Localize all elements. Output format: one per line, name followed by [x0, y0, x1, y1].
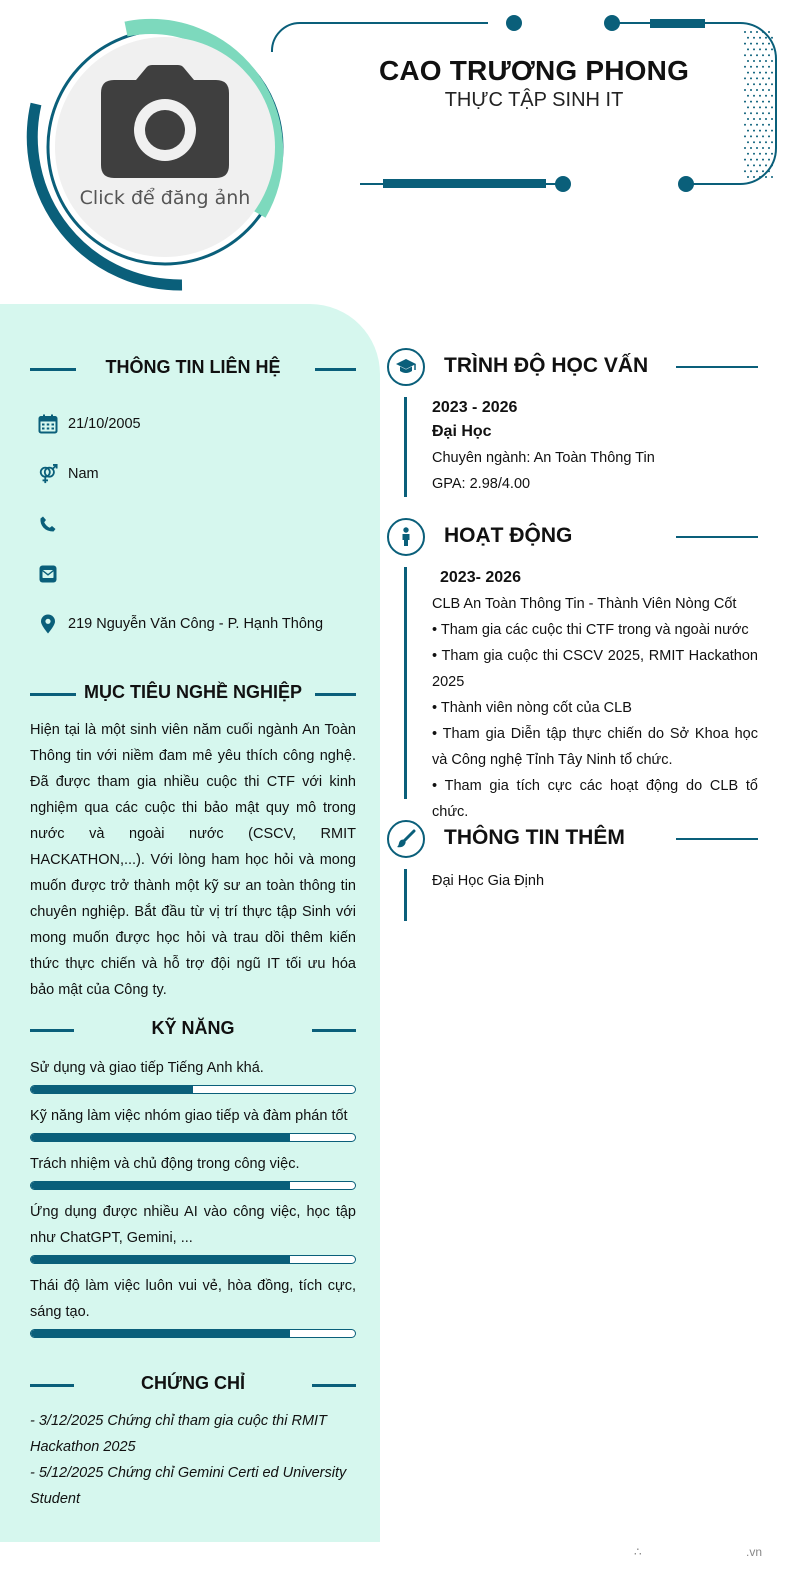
phone-icon	[38, 514, 58, 534]
footer-mark-left: ∴	[634, 1545, 642, 1559]
activity-bullet: • Tham gia các cuộc thi CTF trong và ngoài nước	[432, 622, 749, 638]
photo-upload[interactable]	[55, 37, 275, 257]
contact-gender	[38, 463, 99, 485]
candidate-name: CAO TRƯƠNG PHONG	[378, 55, 690, 86]
objective-title: MỤC TIÊU NGHỀ NGHIỆP	[83, 682, 302, 702]
skill-item	[30, 1103, 356, 1142]
skill-bar	[30, 1255, 356, 1264]
education-section-header	[387, 348, 759, 386]
person-icon	[387, 518, 425, 556]
skill-item	[30, 1199, 356, 1264]
education-major: Chuyên ngành: An Toàn Thông Tin	[432, 450, 655, 466]
contact-birthday	[38, 413, 141, 435]
skills-title: KỸ NĂNG	[151, 1018, 235, 1038]
contact-title: THÔNG TIN LIÊN HỆ	[105, 357, 281, 377]
skill-bar-fill	[31, 1330, 290, 1337]
activity-bullet: • Tham gia cuộc thi CSCV 2025, RMIT Hackathon 2025	[432, 648, 758, 690]
activities-title: HOẠT ĐỘNG	[444, 524, 573, 547]
skill-bar-fill	[31, 1086, 193, 1093]
skill-label: Trách nhiệm và chủ động trong công việc.	[30, 1156, 300, 1172]
extra-text: Đại Học Gia Định	[432, 873, 545, 889]
graduation-cap-icon	[387, 348, 425, 386]
brush-icon	[387, 820, 425, 858]
contact-address	[38, 613, 323, 635]
camera-icon	[98, 64, 232, 182]
education-title: TRÌNH ĐỘ HỌC VẤN	[444, 354, 649, 377]
footer-mark-right: .vn	[746, 1545, 763, 1559]
activities-timeline	[404, 567, 407, 799]
skill-label: Thái độ làm việc luôn vui vẻ, hòa đồng, tích cực, sáng tạo.	[30, 1278, 356, 1320]
email-icon	[38, 564, 58, 584]
name-block	[340, 55, 728, 112]
gender-icon	[38, 464, 58, 484]
bottom-dot-2	[678, 176, 694, 192]
certificates-section-title	[30, 1370, 356, 1400]
education-level: Đại Học	[432, 423, 492, 440]
skill-bar	[30, 1181, 356, 1190]
contact-phone	[38, 513, 68, 535]
bottom-dot-1	[555, 176, 571, 192]
skill-bar	[30, 1085, 356, 1094]
top-frame-line	[272, 23, 488, 52]
education-timeline	[404, 397, 407, 497]
activity-bullet: • Thành viên nòng cốt của CLB	[432, 700, 632, 716]
contact-email	[38, 563, 68, 585]
objective-text: Hiện tại là một sinh viên năm cuối ngành An Toàn Thông tin với niềm đam mê yêu thích công nghệ. Đã được tham gia nhiều cuộc thi CTF với kinh nghiệm qua các cuộc thi bảo mật quy mô trong nước và ngoài nước (CSCV, RMIT HACKATHON,...). Với lòng ham học hỏi và mong muốn được trở thành một kỹ sư an toàn thông tin chuyên nghiệp. Bắt đầu từ vị trí thực tập Sinh với mong muốn được học hỏi và trau dồi thêm kiến thức thực chiến và hỗ trợ đội ngũ IT tối ưu hóa bảo mật của Công ty.	[30, 722, 356, 998]
skill-bar-fill	[31, 1182, 290, 1189]
birthday-value: 21/10/2005	[68, 416, 141, 432]
bottom-bar	[383, 179, 546, 188]
skill-label: Sử dụng và giao tiếp Tiếng Anh khá.	[30, 1060, 264, 1076]
dot-pattern	[744, 31, 773, 178]
activities-org: CLB An Toàn Thông Tin - Thành Viên Nòng Cốt	[432, 596, 737, 612]
extra-section-header	[387, 820, 759, 858]
top-bar	[650, 19, 705, 28]
contact-section-title	[30, 354, 356, 384]
certificate-item: - 5/12/2025 Chứng chỉ Gemini Certi ed University Student	[30, 1465, 347, 1507]
activity-bullet: • Tham gia tích cực các hoạt động do CLB tổ chức.	[432, 778, 758, 820]
top-dot-1	[506, 15, 522, 31]
extra-title: THÔNG TIN THÊM	[444, 826, 625, 849]
extra-timeline	[404, 869, 407, 921]
skills-section-title	[30, 1015, 356, 1045]
skill-bar-fill	[31, 1256, 290, 1263]
skill-bar	[30, 1329, 356, 1338]
skill-bar-fill	[31, 1134, 290, 1141]
objective-section-title	[30, 679, 356, 709]
activities-period: 2023- 2026	[440, 569, 521, 586]
candidate-role: THỰC TẬP SINH IT	[444, 89, 624, 111]
location-icon	[38, 614, 58, 634]
header	[0, 0, 800, 300]
skill-item	[30, 1055, 356, 1094]
certificates-title: CHỨNG CHỈ	[141, 1373, 245, 1393]
skill-label: Ứng dụng được nhiều AI vào công việc, học tập như ChatGPT, Gemini, ...	[30, 1204, 356, 1246]
activities-section-header	[387, 518, 759, 556]
skill-bar	[30, 1133, 356, 1142]
activity-bullet: • Tham gia Diễn tập thực chiến do Sở Khoa học và Công nghệ Tỉnh Tây Ninh tổ chức.	[432, 726, 758, 768]
gender-value: Nam	[68, 466, 99, 482]
calendar-icon	[38, 414, 58, 434]
education-period: 2023 - 2026	[432, 399, 518, 416]
photo-caption: Click để đăng ảnh	[79, 187, 251, 209]
skill-label: Kỹ năng làm việc nhóm giao tiếp và đàm phán tốt	[30, 1108, 348, 1124]
certificate-item: - 3/12/2025 Chứng chỉ tham gia cuộc thi RMIT Hackathon 2025	[30, 1413, 327, 1455]
address-value: 219 Nguyễn Văn Công - P. Hạnh Thông	[68, 616, 324, 632]
skill-item	[30, 1273, 356, 1338]
skill-item	[30, 1151, 356, 1190]
education-gpa: GPA: 2.98/4.00	[432, 476, 531, 492]
